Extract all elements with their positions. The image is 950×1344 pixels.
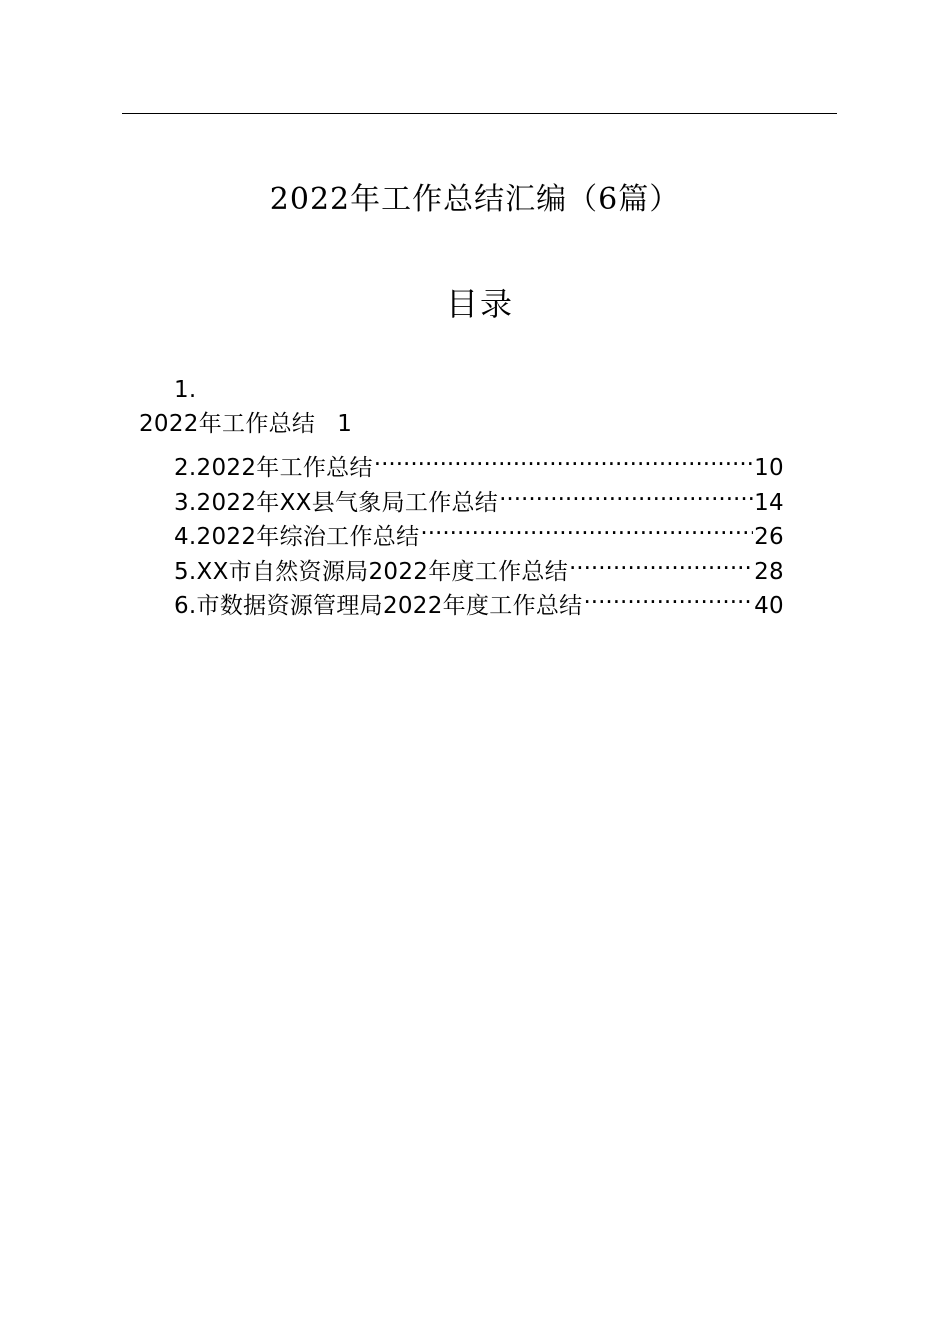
toc-item-3-page[interactable]: 14 [754,490,784,516]
toc-item-1[interactable] [139,407,352,441]
toc-item-5-label[interactable]: 5.XX市自然资源局2022年度工作总结 [174,559,568,585]
toc-item-2-label[interactable]: 2.2022年工作总结 [174,455,373,481]
header-rule [122,113,837,114]
toc-item-3-label[interactable]: 3.2022年XX县气象局工作总结 [174,490,499,516]
toc-heading: 目录 [445,285,514,323]
toc-item-2-page[interactable]: 10 [754,455,784,481]
toc-leader-dots [569,545,753,579]
toc-item-1-label[interactable]: 2022年工作总结 [139,411,316,437]
toc-item-5-page[interactable]: 28 [754,559,784,585]
toc-leader-dots [583,579,753,613]
toc-item-6[interactable] [174,579,784,623]
toc-leader-dots [374,441,753,475]
toc-item-1-page[interactable]: 1 [337,411,353,437]
toc-item-6-page[interactable]: 40 [754,593,784,619]
toc-leader-dots [420,510,753,544]
toc-leader-dots [499,476,753,510]
toc-item-6-label[interactable]: 6.市数据资源管理局2022年度工作总结 [174,593,583,619]
document-title: 2022年工作总结汇编（6篇） [269,182,681,217]
toc-item-4-page[interactable]: 26 [754,524,784,550]
toc-item-4-label[interactable]: 4.2022年综治工作总结 [174,524,420,550]
toc-item-1-number[interactable]: 1. [174,377,197,403]
